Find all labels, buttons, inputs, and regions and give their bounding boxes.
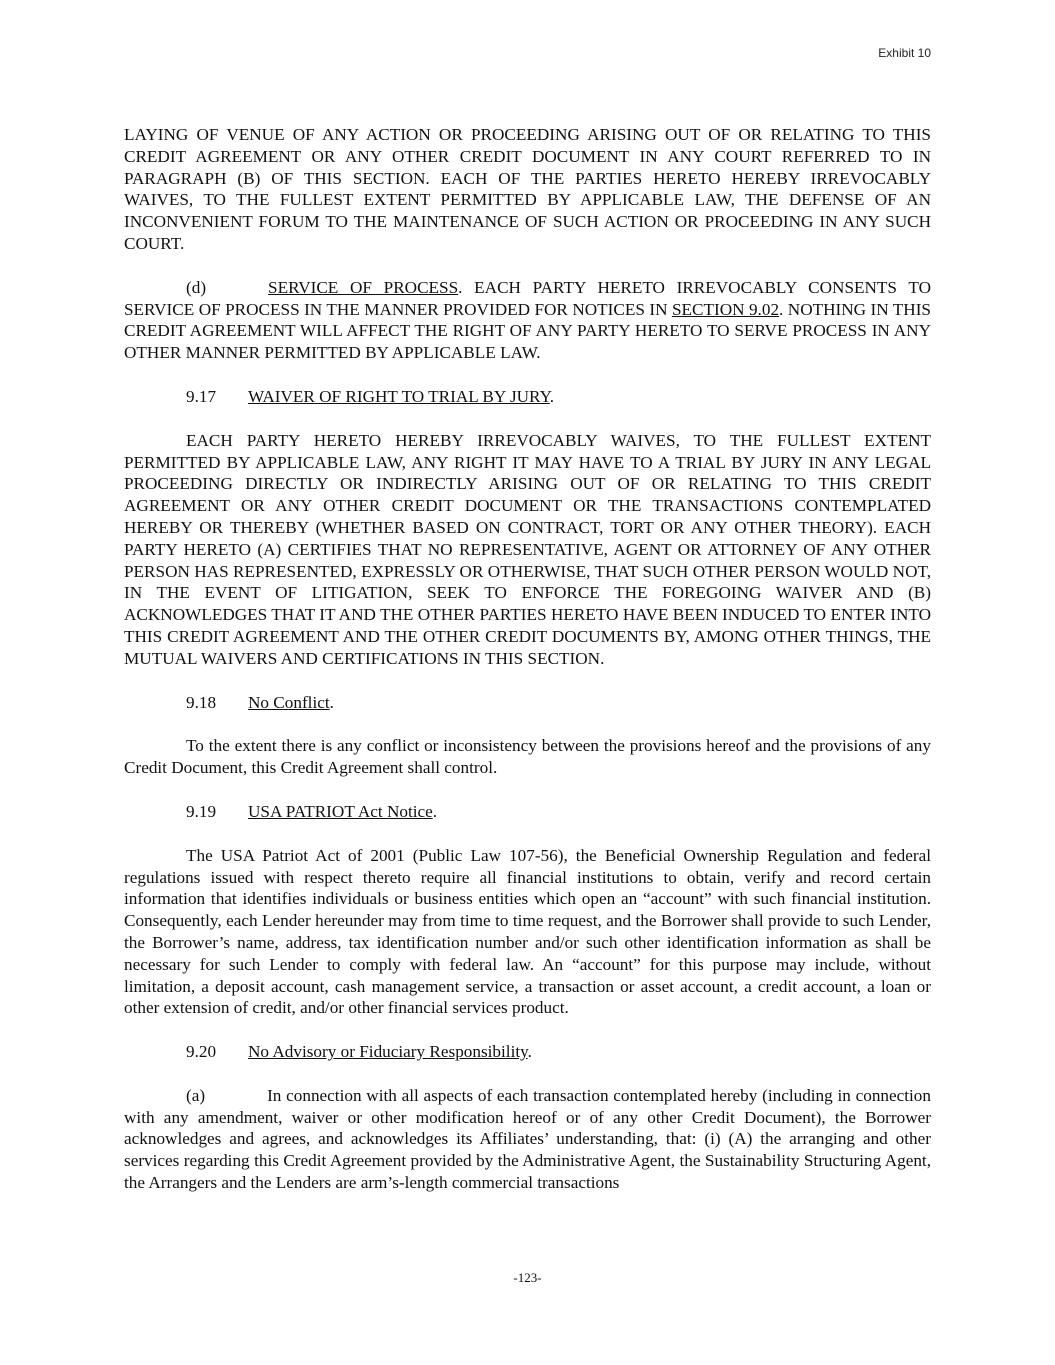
section-title: No Advisory or Fiduciary Responsibility: [248, 1042, 528, 1062]
section-number: 9.20: [186, 1042, 217, 1062]
section-heading-9-20: [124, 1041, 931, 1063]
section-9-02-reference: SECTION 9.02: [671, 299, 780, 319]
subsection-label-a: (a): [186, 1085, 206, 1105]
paragraph-no-conflict: To the extent there is any conflict or inconsistency between the provisions hereof and the provisions of any Credit Document, this Credit Agreement shall control.: [124, 736, 931, 778]
paragraph-jury-waiver: EACH PARTY HERETO HEREBY IRREVOCABLY WAIVES, TO THE FULLEST EXTENT PERMITTED BY APPLICABLE LAW, ANY RIGHT IT MAY HAVE TO A TRIAL BY JURY IN ANY LEGAL PROCEEDING DIRECTLY OR INDIRECTLY ARISING OUT OF OR RELATING TO THIS CREDIT AGREEMENT OR ANY OTHER CREDIT DOCUMENT OR THE TRANSACTIONS CONTEMPLATED HEREBY OR THEREBY (WHETHER BASED ON CONTRACT, TORT OR ANY OTHER THEORY). EACH PARTY HERETO (A) CERTIFIES THAT NO REPRESENTATIVE, AGENT OR ATTORNEY OF ANY OTHER PERSON HAS REPRESENTED, EXPRESSLY OR OTHERWISE, THAT SUCH OTHER PERSON WOULD NOT, IN THE EVENT OF LITIGATION, SEEK TO ENFORCE THE FOREGOING WAIVER AND (B) ACKNOWLEDGES THAT IT AND THE OTHER PARTIES HERETO HAVE BEEN INDUCED TO ENTER INTO THIS CREDIT AGREEMENT AND THE OTHER CREDIT DOCUMENTS BY, AMONG OTHER THINGS, THE MUTUAL WAIVERS AND CERTIFICATIONS IN THIS SECTION.: [124, 430, 931, 668]
section-heading-9-18: [124, 692, 931, 714]
section-number: 9.17: [186, 386, 217, 406]
paragraph-venue-waiver: LAYING OF VENUE OF ANY ACTION OR PROCEEDING ARISING OUT OF OR RELATING TO THIS CREDIT AGREEMENT OR ANY OTHER CREDIT DOCUMENT IN ANY COURT REFERRED TO IN PARAGRAPH (B) OF THIS SECTION. EACH OF THE PARTIES HERETO HEREBY IRREVOCABLY WAIVES, TO THE FULLEST EXTENT PERMITTED BY APPLICABLE LAW, THE DEFENSE OF AN INCONVENIENT FORUM TO THE MAINTENANCE OF SUCH ACTION OR PROCEEDING IN ANY SUCH COURT.: [124, 125, 931, 253]
exhibit-label: Exhibit 10: [878, 46, 931, 60]
section-title: WAIVER OF RIGHT TO TRIAL BY JURY: [248, 386, 550, 406]
subsection-a-text: In connection with all aspects of each transaction contemplated hereby (including in connection with any amendment, waiver or other modification hereof or of any other Credit Document), the Borrower acknowledges and agrees, and acknowledges its Affiliates’ understanding, that: (i) (A) the arranging and other services regarding this Credit Agreement provided by the Administrative Agent, the Sustainability Structuring Agent, the Arrangers and the Lenders are arm’s-length commercial transactions: [124, 1085, 931, 1193]
page-number: -123-: [513, 1270, 542, 1285]
service-of-process-text-2: . NOTHING IN THIS CREDIT AGREEMENT WILL AFFECT THE RIGHT OF ANY PARTY HERETO TO SERVE PROCESS IN ANY OTHER MANNER PERMITTED BY APPLICABLE LAW.: [124, 299, 931, 363]
heading-period: .: [329, 692, 334, 712]
document-body: [124, 124, 931, 1216]
section-title: No Conflict: [248, 692, 330, 712]
paragraph-advisory-a: [124, 1085, 931, 1194]
service-of-process-title: SERVICE OF PROCESS: [268, 277, 459, 297]
subsection-label-d: (d): [186, 277, 207, 297]
section-heading-9-17: [124, 386, 931, 408]
heading-period: .: [549, 386, 555, 406]
section-number: 9.19: [186, 801, 217, 821]
section-number: 9.18: [186, 692, 217, 712]
section-heading-9-19: [124, 801, 931, 823]
section-title: USA PATRIOT Act Notice: [248, 801, 433, 821]
heading-period: .: [432, 801, 438, 821]
heading-period: .: [527, 1042, 532, 1062]
service-of-process-text-1: . EACH PARTY HERETO IRREVOCABLY CONSENTS TO SERVICE OF PROCESS IN THE MANNER PROVIDED FOR NOTICES IN: [124, 277, 931, 319]
paragraph-service-of-process: [124, 277, 931, 364]
paragraph-patriot-act: The USA Patriot Act of 2001 (Public Law 107-56), the Beneficial Ownership Regulation and federal regulations issued with respect thereto require all financial institutions to obtain, verify and record certain information that identifies individuals or business entities which open an “account” with such financial institution. Consequently, each Lender hereunder may from time to time request, and the Borrower shall provide to such Lender, the Borrower’s name, address, tax identification number and/or such other identification information as shall be necessary for such Lender to comply with federal law. An “account” for this purpose may include, without limitation, a deposit account, cash management service, a transaction or asset account, a credit account, a loan or other extension of credit, and/or other financial services product.: [124, 845, 931, 1018]
